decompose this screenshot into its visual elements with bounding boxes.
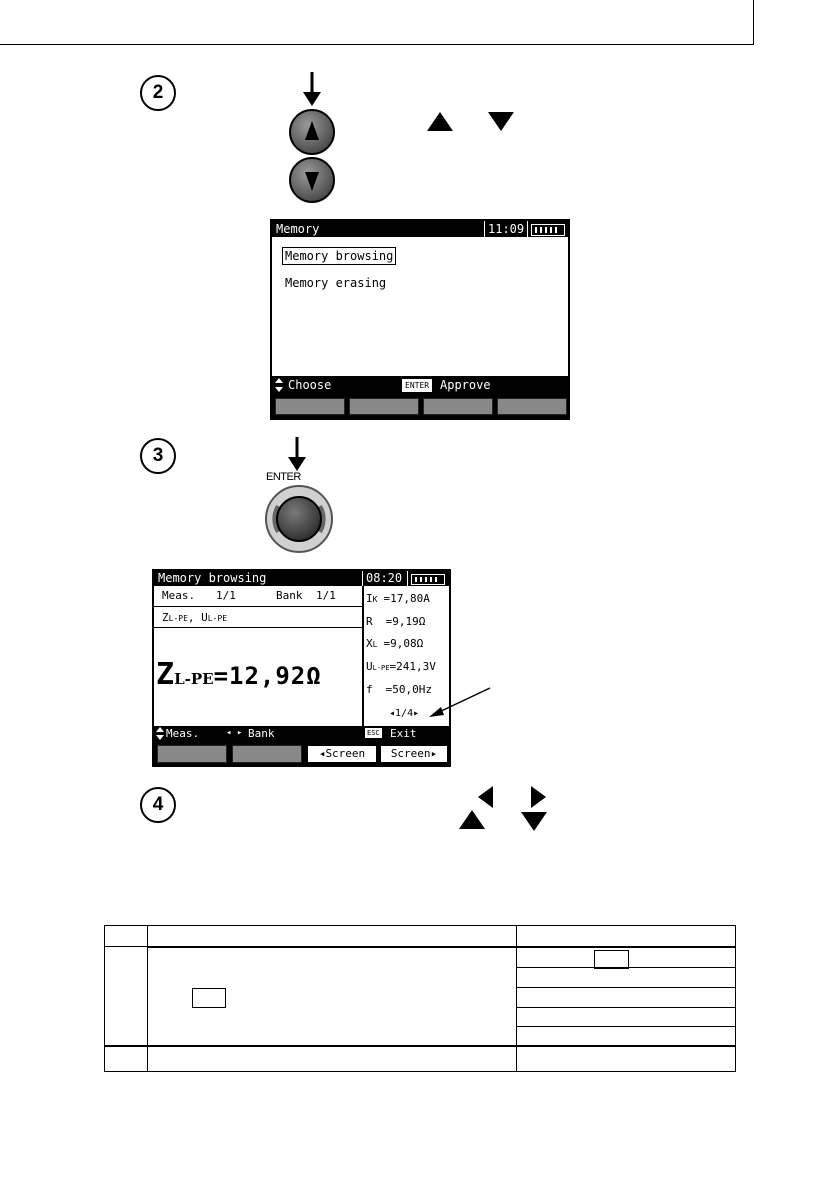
result-f: f =50,0Hz <box>366 683 432 696</box>
memory-screen <box>270 219 570 420</box>
main-result-sub: L-PE <box>174 670 214 688</box>
enter-key-badge: ENTER <box>402 379 432 392</box>
callout-arrow <box>425 685 495 720</box>
screen-title: Memory browsing <box>158 571 267 585</box>
softkey-2[interactable] <box>349 398 419 415</box>
softkey-1[interactable] <box>157 745 227 763</box>
meas-bank-row <box>154 586 362 607</box>
main-result-symbol: Z <box>156 657 175 692</box>
function-table <box>104 925 736 1072</box>
enter-button-icon[interactable] <box>264 484 334 554</box>
result-ulpe: UL-PE=241,3V <box>366 660 436 673</box>
menu-item-memory-erasing[interactable]: Memory erasing <box>285 276 387 290</box>
softkey-2[interactable] <box>232 745 302 763</box>
main-result <box>156 657 322 692</box>
down-triangle-icon <box>521 812 547 831</box>
down-arrow-icon <box>300 72 324 108</box>
softkey-3[interactable] <box>423 398 493 415</box>
clock: 11:09 <box>488 222 525 236</box>
result-xl: XL =9,08Ω <box>366 637 424 650</box>
func-second: U <box>201 611 208 624</box>
softkey-screen-prev[interactable]: ◂Screen <box>307 745 377 763</box>
softkey-1[interactable] <box>275 398 345 415</box>
up-button-icon[interactable] <box>288 108 336 156</box>
softkey-screen-next[interactable]: Screen▸ <box>380 745 448 763</box>
func-main-sub: L-PE <box>168 614 188 623</box>
main-result-value: =12,92Ω <box>213 662 322 690</box>
step-number: 4 <box>140 787 176 823</box>
result-r: R =9,19Ω <box>366 615 426 628</box>
clock: 08:20 <box>366 571 403 585</box>
softkey-4[interactable] <box>497 398 567 415</box>
bank-label: Bank <box>276 589 303 602</box>
page-indicator: ◂1/4▸ <box>389 708 420 719</box>
esc-key-badge: ESC <box>367 729 380 737</box>
table-row <box>105 1046 736 1072</box>
table-row <box>105 947 736 968</box>
up-triangle-icon <box>459 810 485 829</box>
table-header-row <box>105 926 736 947</box>
footer-choose: Choose <box>288 378 332 392</box>
up-down-arrows-icon <box>274 377 284 393</box>
menu-item-memory-browsing[interactable]: Memory browsing <box>282 247 396 265</box>
meas-value: 1/1 <box>216 589 236 602</box>
footer-meas: Meas. <box>166 727 200 740</box>
right-triangle-icon <box>531 786 546 808</box>
footer-exit: Exit <box>390 727 417 740</box>
page-header-frame <box>0 0 754 45</box>
step-number: 3 <box>140 438 176 474</box>
key-box <box>594 950 629 969</box>
memory-title-bar <box>272 221 568 237</box>
enter-label: ENTER <box>266 471 301 483</box>
battery-icon <box>411 574 445 585</box>
footer-approve: Approve <box>440 378 491 392</box>
up-down-arrows-icon <box>155 726 165 741</box>
left-right-arrows-icon: ◂ ▸ <box>226 728 243 738</box>
step-number: 2 <box>140 75 176 111</box>
left-triangle-icon <box>478 786 493 808</box>
meas-label: Meas. <box>162 589 196 602</box>
result-ik: IK =17,80A <box>366 592 430 605</box>
func-second-sub: L-PE <box>207 614 228 623</box>
memory-footer-bar <box>272 376 568 394</box>
func-sep: , <box>187 611 202 624</box>
footer-bank: Bank <box>248 727 275 740</box>
memory-browsing-screen <box>152 569 451 767</box>
browse-footer-bar <box>154 726 449 741</box>
func-main: Z <box>162 611 169 624</box>
battery-icon <box>531 224 565 236</box>
bank-value: 1/1 <box>316 589 336 602</box>
browse-title-bar <box>154 571 449 586</box>
up-triangle-icon <box>427 112 453 131</box>
screen-title: Memory <box>276 222 320 236</box>
down-button-icon[interactable] <box>288 156 336 204</box>
down-triangle-icon <box>488 112 514 131</box>
key-box <box>192 988 226 1008</box>
function-row <box>154 607 362 628</box>
down-arrow-icon <box>285 437 309 473</box>
